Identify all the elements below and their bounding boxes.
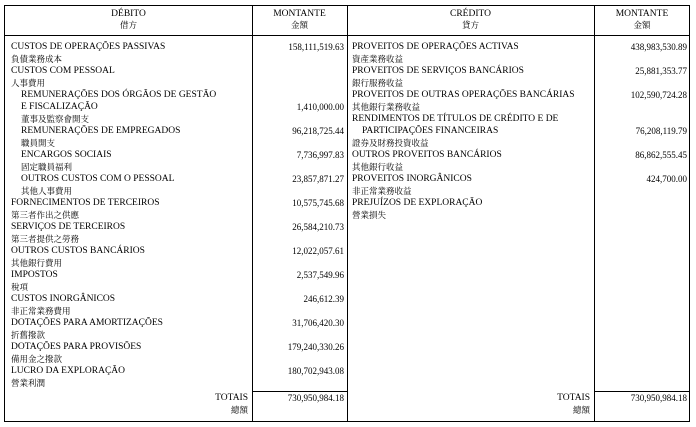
credit-row (352, 173, 687, 197)
credit-row (352, 113, 687, 149)
credit-item-label-zh: 營業損失 (352, 210, 387, 220)
debit-row (11, 125, 344, 149)
debit-item-label-cont: E FISCALIZAÇÃO (21, 102, 98, 112)
debit-row (11, 269, 344, 293)
debit-item-amount: 96,218,725.44 (292, 126, 344, 136)
debit-row (11, 341, 344, 365)
credit-item-label-zh: 非正常業務收益 (352, 186, 412, 196)
debit-item-label-zh: 營業利潤 (11, 378, 46, 388)
debit-header-label-zh: 借方 (119, 20, 137, 30)
credit-row (352, 197, 687, 221)
debit-row (11, 149, 344, 173)
debit-items (11, 41, 344, 389)
credit-totals-label (495, 392, 590, 416)
debit-item-label: OUTROS CUSTOS BANCÁRIOS (11, 246, 145, 256)
credit-item-label: PROVEITOS DE SERVIÇOS BANCÁRIOS (352, 66, 524, 76)
debit-row (11, 245, 344, 269)
debit-row (11, 41, 344, 65)
amount-header-label: MONTANTE (615, 9, 669, 19)
credit-row (352, 41, 687, 65)
credit-header-label-zh: 貸方 (461, 20, 479, 30)
debit-total-amount: 730,950,984.18 (287, 393, 344, 403)
credit-item-amount: 438,983,530.89 (630, 42, 687, 52)
debit-item-label-zh: 人事費用 (11, 78, 46, 88)
credit-items (352, 41, 687, 221)
credit-item-amount: 25,881,353.77 (635, 66, 687, 76)
credit-item-label: PROVEITOS INORGÂNICOS (352, 174, 472, 184)
debit-item-amount: 179,240,330.26 (287, 342, 344, 352)
debit-item-amount: 180,702,943.08 (287, 366, 344, 376)
debit-item-label-zh: 負債業務成本 (11, 54, 63, 64)
amount-header-label: MONTANTE (273, 9, 326, 19)
credit-item-label-zh: 其他銀行收益 (352, 162, 404, 172)
header-divider (5, 35, 689, 36)
debit-item-amount: 10,575,745.68 (292, 198, 344, 208)
debit-item-label: CUSTOS INORGÂNICOS (11, 294, 116, 304)
credit-item-label: OUTROS PROVEITOS BANCÁRIOS (352, 150, 502, 160)
amount-header-label-zh: 金額 (633, 20, 651, 30)
credit-header-label: CRÉDITO (450, 9, 491, 19)
credit-item-label: PREJUÍZOS DE EXPLORAÇÃO (352, 198, 483, 208)
debit-item-label: FORNECIMENTOS DE TERCEIROS (11, 198, 160, 208)
totals-label-zh: 總額 (572, 405, 590, 415)
debit-item-amount: 7,736,997.83 (296, 150, 344, 160)
debit-item-label: DOTAÇÕES PARA AMORTIZAÇÕES (11, 318, 163, 328)
debit-item-amount: 23,857,871.27 (292, 174, 344, 184)
amount-header-label-zh: 金額 (290, 20, 308, 30)
debit-item-label-zh: 職員開支 (21, 138, 56, 148)
debit-item-label: DOTAÇÕES PARA PROVISÕES (11, 342, 142, 352)
debit-item-amount: 158,111,519.63 (288, 42, 344, 52)
credit-row (352, 149, 687, 173)
totals-label: TOTAIS (557, 393, 590, 403)
credit-item-label-zh: 其他銀行業務收益 (352, 102, 421, 112)
credit-item-amount: 76,208,119.79 (635, 126, 687, 136)
credit-item-amount: 424,700.00 (646, 174, 687, 184)
debit-item-label: LUCRO DA EXPLORAÇÃO (11, 366, 126, 376)
credit-amount-header (594, 9, 690, 31)
debit-row (11, 221, 344, 245)
debit-item-amount: 12,022,057.61 (292, 246, 344, 256)
debit-row (11, 317, 344, 341)
credit-header (347, 9, 594, 31)
column-divider (347, 6, 348, 421)
debit-item-label-zh: 第三者提供之勞務 (11, 234, 80, 244)
totals-label: TOTAIS (215, 393, 248, 403)
debit-item-label-zh: 其他銀行費用 (11, 258, 63, 268)
debit-item-label-zh: 備用金之撥款 (11, 354, 63, 364)
debit-item-label: ENCARGOS SOCIAIS (21, 150, 112, 160)
debit-amount-header (252, 9, 347, 31)
credit-row (352, 89, 687, 113)
debit-item-label: OUTROS CUSTOS COM O PESSOAL (21, 174, 175, 184)
credit-item-label-zh: 資產業務收益 (352, 54, 404, 64)
debit-row (11, 89, 344, 125)
debit-item-amount: 2,537,549.96 (296, 270, 344, 280)
debit-header (5, 9, 252, 31)
debit-item-label-zh: 董事及監察會開支 (21, 114, 90, 124)
debit-row (11, 197, 344, 221)
credit-total-amount: 730,950,984.18 (630, 393, 687, 403)
debit-item-label-zh: 稅項 (11, 282, 29, 292)
debit-header-label: DÉBITO (111, 9, 146, 19)
credit-item-amount: 102,590,724.28 (630, 90, 687, 100)
debit-item-label: REMUNERAÇÕES DE EMPREGADOS (21, 126, 181, 136)
credit-row (352, 65, 687, 89)
debit-row (11, 173, 344, 197)
credit-item-label: PROVEITOS DE OUTRAS OPERAÇÕES BANCÁRIAS (352, 90, 575, 100)
debit-row (11, 365, 344, 389)
debit-item-label-zh: 第三者作出之供應 (11, 210, 80, 220)
debit-item-amount: 31,706,420.30 (292, 318, 344, 328)
debit-item-label-zh: 其他人事費用 (21, 186, 73, 196)
credit-item-label-cont: PARTICIPAÇÕES FINANCEIRAS (362, 126, 499, 136)
debit-item-label-zh: 固定職員福利 (21, 162, 73, 172)
debit-item-label-zh: 折舊撥款 (11, 330, 46, 340)
debit-row (11, 293, 344, 317)
credit-item-label: RENDIMENTOS DE TÍTULOS DE CRÉDITO E DE (352, 114, 559, 124)
account-table (4, 5, 690, 422)
debit-item-amount: 246,612.39 (303, 294, 344, 304)
debit-item-label: CUSTOS DE OPERAÇÕES PASSIVAS (11, 42, 166, 52)
debit-item-amount: 1,410,000.00 (296, 102, 344, 112)
credit-item-label-zh: 銀行服務收益 (352, 78, 404, 88)
totals-label-zh: 總額 (230, 405, 248, 415)
debit-item-label: SERVIÇOS DE TERCEIROS (11, 222, 126, 232)
credit-item-label-zh: 證券及財務投資收益 (352, 138, 429, 148)
debit-row (11, 65, 344, 89)
debit-item-label-zh: 非正常業務費用 (11, 306, 71, 316)
debit-item-label: REMUNERAÇÕES DOS ÓRGÃOS DE GESTÃO (21, 90, 217, 100)
debit-item-label: IMPOSTOS (11, 270, 58, 280)
debit-totals-label (155, 392, 248, 416)
debit-item-label: CUSTOS COM PESSOAL (11, 66, 115, 76)
debit-item-amount: 26,584,210.73 (292, 222, 344, 232)
credit-item-amount: 86,862,555.45 (635, 150, 687, 160)
credit-item-label: PROVEITOS DE OPERAÇÕES ACTIVAS (352, 42, 519, 52)
